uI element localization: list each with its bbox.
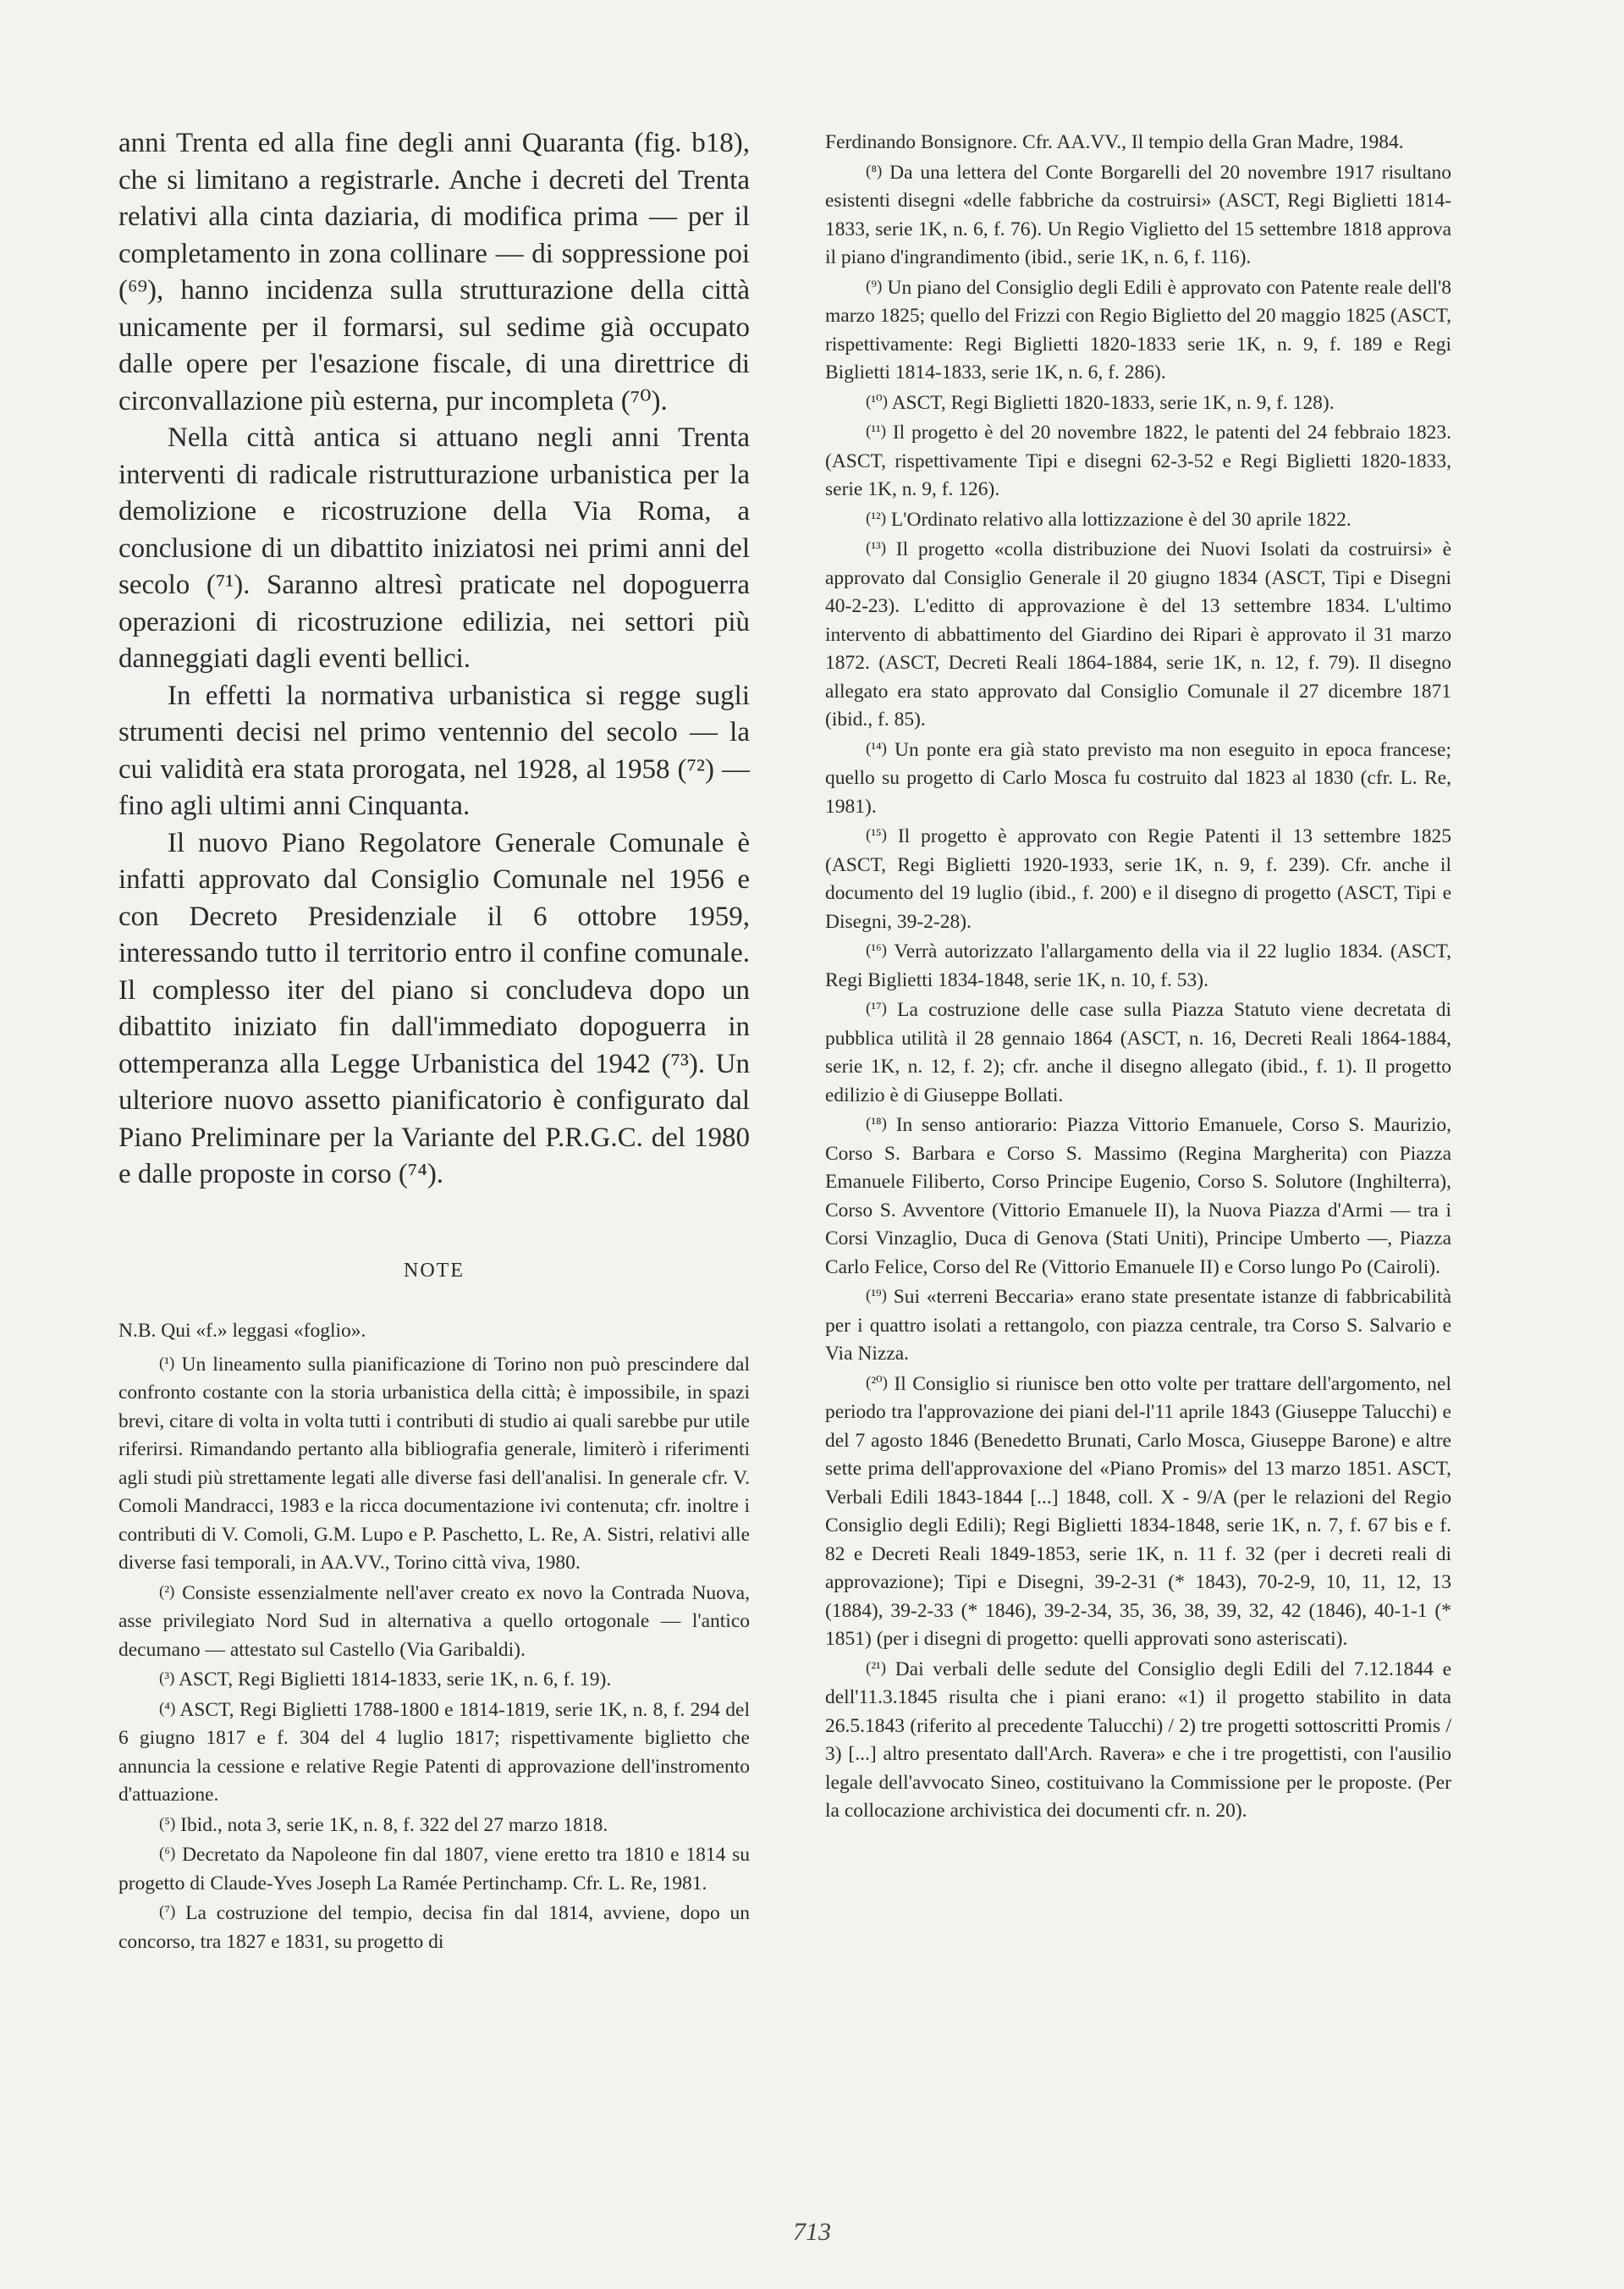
footnote (118, 1349, 750, 1578)
footnote-number: (¹) (159, 1354, 175, 1372)
footnote-text: Consiste essenzialmente nell'aver creato ex novo la Contrada Nuova, asse privilegiato Nord Sud in alternativa a quello ortogonale — l'antico decumano — attestato sul Castello (Via Garibaldi). (118, 1581, 750, 1661)
page-number: 713 (793, 2218, 831, 2246)
footnote (118, 1664, 750, 1695)
footnote-text: Un ponte era già stato previsto ma non eseguito in epoca francese; quello su progetto di Carlo Mosca fu costruito dal 1823 al 1830 (cfr. L. Re, 1981). (825, 738, 1452, 818)
footnote-continuation (825, 129, 1451, 157)
footnote-number: (¹⁸) (866, 1115, 887, 1133)
body-paragraph: Nella città antica si attuano negli anni Trenta interventi di radicale ristrutturazione urbanistica per la demolizione e ricostruzione della Via Roma, a conclusione di un dibattito iniziatosi nei primi anni del secolo (⁷¹). Saranno altresì praticate nel dopoguerra operazioni di ricostruzione edilizia, nei settori più danneggiati dagli eventi bellici. (118, 422, 750, 674)
footnote-number: (⁵) (159, 1814, 176, 1833)
footnote (825, 735, 1451, 822)
footnote-number: (¹⁵) (866, 826, 887, 844)
footnote-text: Il progetto è approvato con Regie Patenti il 13 settembre 1825 (ASCT, Regi Biglietti 1920-1933, serie 1K, n. 9, f. 239). Cfr. anche il documento del 19 luglio (ibid., f. 200) e il disegno di progetto (ASCT, Tipi e Disegni, 39-2-28). (825, 825, 1451, 933)
footnote-text: Il progetto è del 20 novembre 1822, le patenti del 24 febbraio 1823. (ASCT, rispettivamente Tipi e disegni 62-3-52 e Regi Biglietti 1820-1833, serie 1K, n. 9, f. 126). (825, 422, 1451, 500)
footnote-number: (⁴) (159, 1699, 176, 1718)
footnote-text: Dai verbali delle sedute del Consiglio degli Edili del 7.12.1844 e dell'11.3.1845 risulta che i piani erano: «1) il progetto stabilito in data 26.5.1843 (riferito al precedente Talucchi) / 2) tre progetti sottoscritti Promis / 3) [...] altro presentato dall'Arch. Ravera» e che i tre progettisti, con l'ausilio legale dell'avvocato Sineo, costituivano la Commissione per le proposte. (Per la collocazione archivistica dei documenti cfr. n. 20). (825, 1657, 1451, 1822)
footnote (118, 1839, 750, 1898)
notes-column-left (118, 1317, 750, 1956)
body-paragraph: Il nuovo Piano Regolatore Generale Comunale è infatti approvato dal Consiglio Comunale nel 1956 e con Decreto Presidenziale il 6 ottobre 1959, interessando tutto il territorio entro il confine comunale. Il complesso iter del piano si concludeva dopo un dibattito iniziato fin dall'immediato dopoguerra in ottemperanza alla Legge Urbanistica del 1942 (⁷³). Un ulteriore nuovo assetto pianificatorio è configurato dal Piano Preliminare per la Variante del P.R.G.C. del 1980 e dalle proposte in corso (⁷⁴). (118, 827, 750, 1189)
footnote-text: Decretato da Napoleone fin dal 1807, viene eretto tra 1810 e 1814 su progetto di Claude-Yves Joseph La Ramée Pertinchamp. Cfr. L. Re, 1981. (118, 1844, 751, 1895)
notes-column-right (825, 129, 1451, 1826)
footnote (118, 1578, 750, 1665)
notes-heading: NOTE (404, 1260, 465, 1282)
footnote-text: Il Consiglio si riunisce ben otto volte per trattare dell'argomento, nel periodo tra l'approvazione dei piani del-l'11 aprile 1843 (Giuseppe Talucchi) e del 7 agosto 1846 (Benedetto Brunati, Carlo Mosca, Giuseppe Barone) e altre sette prima dell'approvaxione del «Piano Promis» del 13 marzo 1851. ASCT, Verbali Edili 1843-1844 [...] 1848, coll. X - 9/A (per le relazioni del Regio Consiglio degli Edili); Regi Biglietti 1834-1848, serie 1K, n. 7, f. 67 bis e f. 82 e Decreti Reali 1849-1853, serie 1K, n. 11 f. 32 (per i decreti reali di approvazione); Tipi e Disegni, 39-2-31 (* 1843), 70-2-9, 10, 11, 12, 13 (1884), 39-2-33 (* 1846), 39-2-34, 35, 36, 38, 39, 32, 42 (1846), 40-1-1 (* 1851) (per i disegni di progetto: quelli approvati sono asteriscati). (825, 1372, 1452, 1650)
footnote-text: In senso antiorario: Piazza Vittorio Emanuele, Corso S. Maurizio, Corso S. Barbara e Corso S. Massimo (Regina Margherita) con Piazza Emanuele Filiberto, Corso Principe Eugenio, Corso S. Solutore (Inghilterra), Corso S. Avventore (Vittorio Emanuele II), la Nuova Piazza d'Armi — tra i Corsi Vinzaglio, Duca di Genova (Stati Uniti), Principe Umberto —, Piazza Carlo Felice, Corso del Re (Vittorio Emanuele II) e Corso lungo Po (Cairoli). (825, 1114, 1452, 1278)
footnote-number: (¹³) (866, 539, 887, 557)
footnote (825, 821, 1451, 936)
footnote-text: ASCT, Regi Biglietti 1814-1833, serie 1K, n. 6, f. 19). (178, 1668, 612, 1691)
body-text-column (118, 125, 750, 1194)
footnote-text: ASCT, Regi Biglietti 1788-1800 e 1814-1819, serie 1K, n. 8, f. 294 del 6 giugno 1817 e f. 304 del 4 luglio 1817; rispettivamente biglietto che annuncia la cessione e relative Regie Patenti di approvazione dell'instromento d'attuazione. (118, 1698, 750, 1806)
footnote (825, 388, 1451, 418)
footnote-number: (¹⁶) (866, 941, 887, 959)
footnote-number: (¹⁴) (866, 739, 887, 758)
footnote-number: (¹⁷) (866, 1000, 887, 1018)
footnote (825, 157, 1451, 273)
footnote-number: (⁶) (159, 1845, 176, 1862)
footnote-number: (⁷) (159, 1903, 176, 1921)
footnote (118, 1898, 750, 1956)
footnote (825, 273, 1451, 388)
footnote-text: Un lineamento sulla pianificazione di Torino non può prescindere dal confronto costante con la storia urbanistica della città; è impossibile, in spazi brevi, citare di volta in volta tutti i contributi di studio ai quali sarebbe pur utile riferirsi. Rimandando pertanto alla bibliografia generale, limiterò i riferimenti agli studi più strettamente legati alle diverse fasi dell'analisi. In generale cfr. V. Comoli Mandracci, 1983 e la ricca documentazione ivi contenuta; cfr. inoltre i contributi di V. Comoli, G.M. Lupo e P. Paschetto, L. Re, A. Sistri, relativi alle diverse fasi temporali, in AA.VV., Torino città viva, 1980. (118, 1353, 750, 1574)
footnote (825, 936, 1451, 995)
footnote (825, 534, 1451, 735)
footnote (825, 1282, 1451, 1369)
footnote (825, 417, 1451, 505)
footnote-text: ASCT, Regi Biglietti 1820-1833, serie 1K, n. 9, f. 128). (891, 391, 1335, 414)
footnote (118, 1810, 750, 1840)
footnote-number: (¹²) (866, 509, 887, 527)
footnote-number: (²) (159, 1582, 175, 1601)
footnote-number: (¹⁹) (866, 1287, 887, 1304)
body-paragraph: In effetti la normativa urbanistica si regge sugli strumenti decisi nel primo ventennio del secolo — la cui validità era stata prorogata, nel 1928, al 1958 (⁷²) — fino agli ultimi anni Cinquanta. (118, 680, 750, 821)
footnote-number: (¹⁰) (866, 392, 888, 411)
footnote (118, 1695, 750, 1810)
footnote-number: (⁹) (866, 277, 883, 295)
footnote (825, 505, 1451, 535)
footnote-text: Ferdinando Bonsignore. Cfr. AA.VV., Il tempio della Gran Madre, 1984. (825, 131, 1404, 153)
footnote-text: Il progetto «colla distribuzione dei Nuovi Isolati da costruirsi» è approvato dal Consiglio Generale il 20 giugno 1834 (ASCT, Tipi e Disegni 40-2-23). L'editto di approvazione è del 13 settembre 1834. L'ultimo intervento di abbattimento del Giardino dei Ripari è approvato il 31 marzo 1872. (ASCT, Decreti Reali 1864-1884, serie 1K, n. 12, f. 79). Il disegno allegato era stato approvato dal Consiglio Comunale il 27 dicembre 1871 (ibid., f. 85). (825, 538, 1451, 731)
footnote-number: (²¹) (866, 1658, 887, 1677)
footnote-text: La costruzione delle case sulla Piazza Statuto viene decretata di pubblica utilità il 28 gennaio 1864 (ASCT, n. 16, Decreti Reali 1864-1884, serie 1K, n. 12, f. 2); cfr. anche il disegno allegato (ibid., f. 1). Il progetto edilizio è di Giuseppe Bollati. (825, 999, 1451, 1106)
footnote (825, 1369, 1451, 1654)
footnote-text: L'Ordinato relativo alla lottizzazione è del 30 aprile 1822. (890, 508, 1351, 531)
footnote (825, 1110, 1451, 1282)
footnote (825, 995, 1451, 1110)
footnote-text: Verrà autorizzato l'allargamento della via il 22 luglio 1834. (ASCT, Regi Biglietti 1834-1848, serie 1K, n. 10, f. 53). (825, 940, 1451, 991)
notes-nb: N.B. Qui «f.» leggasi «foglio». (118, 1320, 366, 1342)
footnote-text: Da una lettera del Conte Borgarelli del 20 novembre 1917 risultano esistenti disegni «delle fabbriche da costruirsi» (ASCT, Regi Biglietti 1814-1833, serie 1K, n. 6, f. 76). Un Regio Viglietto del 15 settembre 1818 approva il piano d'ingrandimento (ibid., serie 1K, n. 6, f. 116). (825, 161, 1451, 268)
footnote-number: (²⁰) (866, 1373, 888, 1392)
body-paragraph: anni Trenta ed alla fine degli anni Quaranta (fig. b18), che si limitano a registrarle. Anche i decreti del Trenta relativi alla cinta daziaria, di modifica prima — per il completamento in zona collinare — di soppressione poi (⁶⁹), hanno incidenza sulla strutturazione della città unicamente per il formarsi, sul sedime già occupato dalle opere per l'esazione fiscale, di una direttrice di circonvallazione più esterna, pur incompleta (⁷⁰). (118, 128, 750, 416)
footnote-number: (¹¹) (866, 422, 887, 440)
footnote-text: Un piano del Consiglio degli Edili è approvato con Patente reale dell'8 marzo 1825; quello del Frizzi con Regio Biglietto del 20 maggio 1825 (ASCT, rispettivamente: Regi Biglietti 1820-1833 serie 1K, n. 9, f. 189 e Regi Biglietti 1814-1833, serie 1K, n. 6, f. 286). (825, 276, 1451, 383)
footnote-number: (⁸) (866, 162, 883, 180)
footnote (825, 1654, 1451, 1826)
footnote-text: La costruzione del tempio, decisa fin dal 1814, avviene, dopo un concorso, tra 1827 e 1831, su progetto di (118, 1902, 750, 1953)
footnote-text: Sui «terreni Beccaria» erano state presentate istanze di fabbricabilità per i quattro isolati a rettangolo, con piazza centrale, tra Corso S. Salvario e Via Nizza. (825, 1286, 1451, 1365)
footnote-number: (³) (159, 1669, 175, 1687)
footnote-text: Ibid., nota 3, serie 1K, n. 8, f. 322 del 27 marzo 1818. (180, 1813, 608, 1836)
